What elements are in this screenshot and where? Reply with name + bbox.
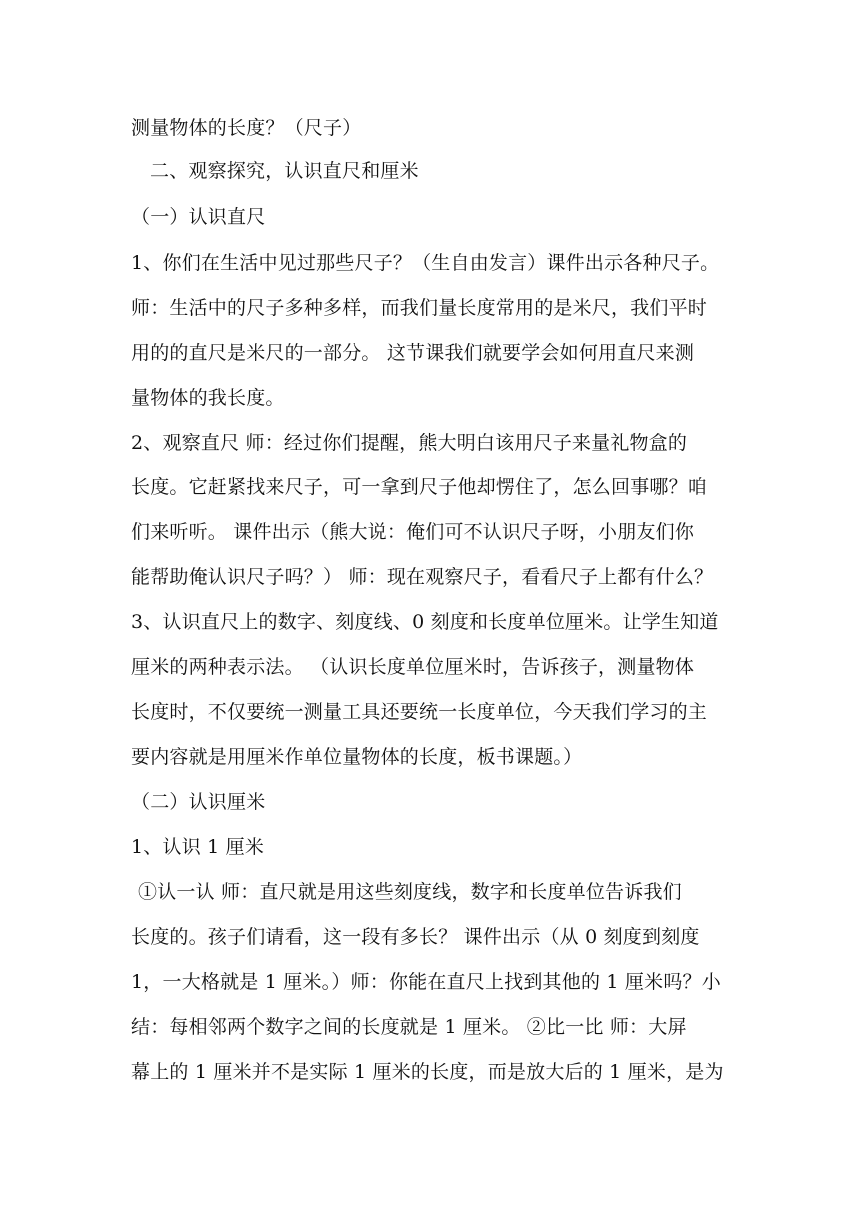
text-line-17: 1、认识 1 厘米	[131, 836, 265, 858]
subsection-heading: （一）认识直尺	[131, 206, 266, 228]
text-line-22: 幕上的 1 厘米并不是实际 1 厘米的长度，而是放大后的 1 厘米，是为	[131, 1061, 724, 1083]
subsection-heading-2: （二）认识厘米	[131, 791, 266, 813]
text-line-19: 长度的。孩子们请看，这一段有多长？ 课件出示（从 0 刻度到刻度	[131, 926, 700, 948]
text-line-9: 长度。它赶紧找来尺子，可一拿到尺子他却愣住了，怎么回事哪？咱	[131, 476, 708, 498]
text-line-4: 1、你们在生活中见过那些尺子？（生自由发言）课件出示各种尺子。	[131, 252, 720, 274]
text-line-5: 师：生活中的尺子多种多样，而我们量长度常用的是米尺，我们平时	[131, 297, 708, 319]
text-line-6: 用的的直尺是米尺的一部分。 这节课我们就要学会如何用直尺来测	[131, 342, 695, 364]
text-line-18: ①认一认 师：直尺就是用这些刻度线，数字和长度单位告诉我们	[138, 881, 682, 903]
text-line-10: 们来听听。 课件出示（熊大说：俺们可不认识尺子呀，小朋友们你	[131, 521, 695, 543]
text-line-14: 长度时，不仅要统一测量工具还要统一长度单位，今天我们学习的主	[131, 701, 708, 723]
text-line-7: 量物体的我长度。	[131, 387, 285, 409]
text-line-1: 测量物体的长度？（尺子）	[131, 117, 362, 139]
text-line-11: 能帮助俺认识尺子吗？） 师：现在观察尺子，看看尺子上都有什么？	[131, 566, 714, 588]
text-line-8: 2、观察直尺 师：经过你们提醒，熊大明白该用尺子来量礼物盒的	[131, 432, 688, 454]
text-line-15: 要内容就是用厘米作单位量物体的长度，板书课题。）	[131, 746, 583, 768]
text-line-20: 1，一大格就是 1 厘米。）师：你能在直尺上找到其他的 1 厘米吗？小	[131, 971, 721, 993]
text-line-13: 厘米的两种表示法。 （认识长度单位厘米时，告诉孩子，测量物体	[131, 656, 695, 678]
text-line-21: 结：每相邻两个数字之间的长度就是 1 厘米。 ②比一比 师：大屏	[131, 1016, 687, 1038]
text-line-12: 3、认识直尺上的数字、刻度线、0 刻度和长度单位厘米。让学生知道	[131, 611, 719, 633]
section-heading: 二、观察探究，认识直尺和厘米	[150, 160, 419, 182]
